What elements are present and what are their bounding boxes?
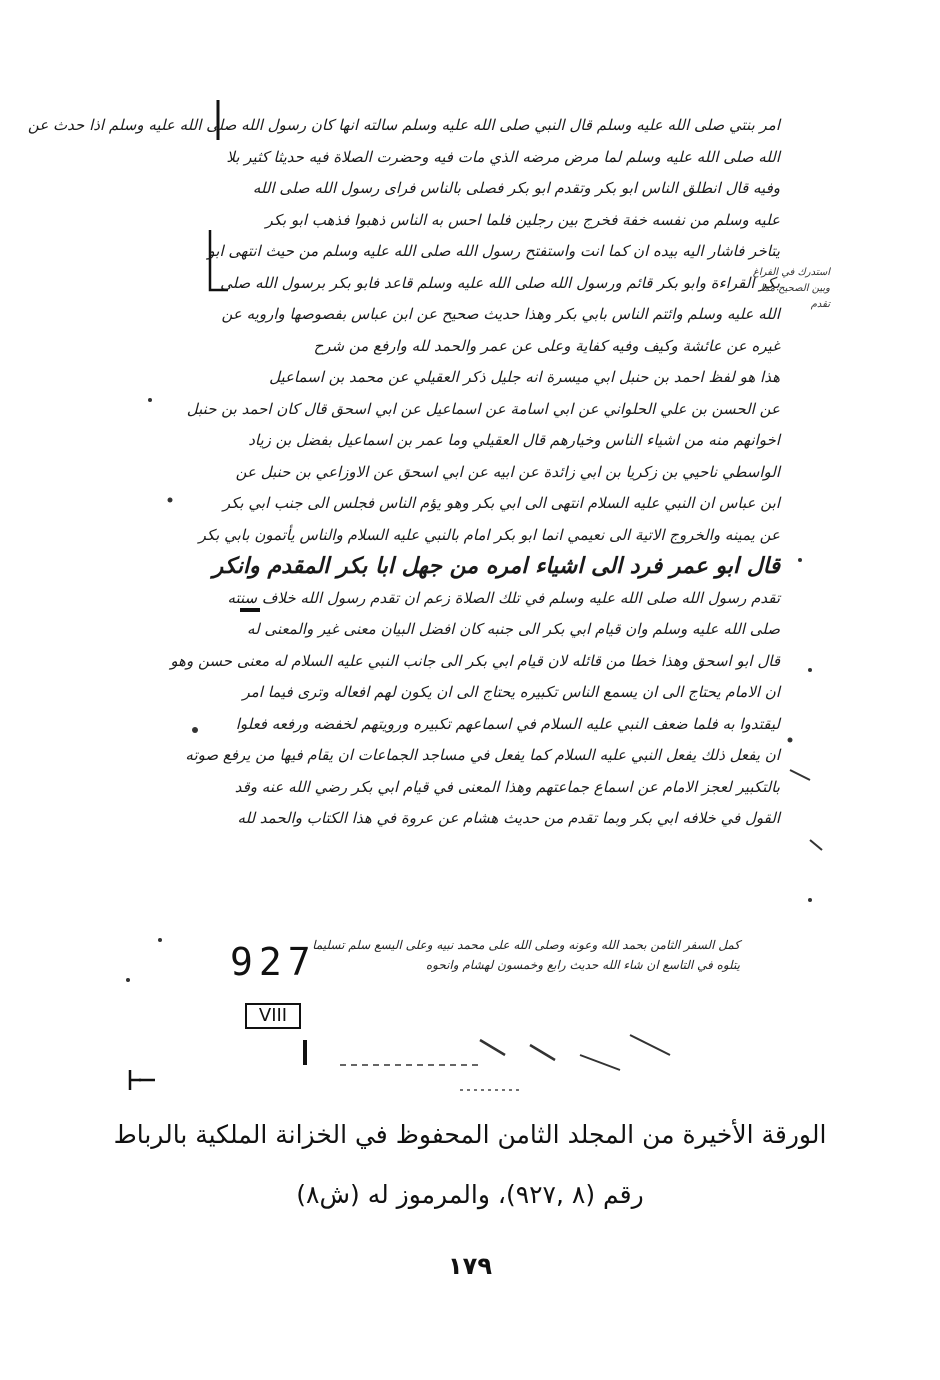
manuscript-line: غيره عن عائشة وكيف وفيه كفاية وعلى عن عمر والحمد لله وارفع من شرح bbox=[313, 336, 780, 355]
manuscript-line: اخوانهم منه من اشياء الناس وخيارهم قال العقيلي وما عمر بن اسماعيل بفضل بن زياد bbox=[248, 431, 780, 449]
manuscript-line: هذا هو لفظ احمد بن حنبل ابي ميسرة انه جليل ذكر العقيلي عن محمد بن اسماعيل bbox=[269, 368, 780, 386]
manuscript-line: امر بنتي صلى الله عليه وسلم قال النبي صلى الله عليه وسلم سالته انها كان رسول الله صلى الله عليه وسلم اذا حدث عن bbox=[27, 116, 780, 134]
manuscript-line: الله عليه وسلم وائتم الناس بابي بكر وهذا حديث صحيح عن ابن عباس بفصوصها وارويه عن bbox=[221, 305, 780, 323]
manuscript-line: عليه وسلم من نفسه خفة فخرج بين رجلين فلما احس به الناس ذهبوا فذهب ابو بكر bbox=[265, 210, 780, 229]
manuscript-line: ان الامام يحتاج الى ان يسمع الناس تكبيره يحتاج الى ان يكون لهم افعاله وترى فيما امر bbox=[242, 683, 780, 701]
shelfmark-number: 927 bbox=[230, 940, 317, 984]
caption-line-1: الورقة الأخيرة من المجلد الثامن المحفوظ في الخزانة الملكية بالرباط bbox=[113, 1120, 827, 1149]
colophon-line: يتلوه في التاسع ان شاء الله حديث رابع وخمسون لهشام وانحوه bbox=[425, 958, 740, 972]
manuscript-line: الله صلى الله عليه وسلم لما مرض مرضه الذي مات فيه وحضرت الصلاة فيه حديثا كثير بلا bbox=[226, 147, 780, 166]
colophon-line: كمل السفر الثامن بحمد الله وعونه وصلى الله على محمد نبيه وعلى اليسع سلم تسليما bbox=[312, 938, 740, 952]
manuscript-line: تقدم رسول الله صلى الله عليه وسلم في تلك الصلاة زعم ان تقدم رسول الله خلاف سنته bbox=[227, 588, 780, 607]
colophon bbox=[260, 935, 740, 975]
margin-note: استدرك في الفراغ وبين الصحيح مما تقدم bbox=[752, 267, 830, 310]
manuscript-line: عن الحسن بن علي الحلواني عن ابي اسامة عن اسماعيل عن ابي اسحق قال كان احمد بن حنبل bbox=[186, 399, 780, 418]
manuscript-line: القول في خلافه ابي بكر وبما تقدم من حديث هشام عن عروة في هذا الكتاب والحمد لله bbox=[237, 809, 780, 827]
manuscript-line: ابن عباس ان النبي عليه السلام انتهى الى ابي بكر وهو يؤم الناس فجلس الى جنب ابي بكر bbox=[222, 494, 780, 512]
manuscript-text bbox=[27, 110, 780, 835]
manuscript-line: عن يمينه والخروج الاتية الى نعيمي انما ابو بكر امام بالنبي عليه السلام والناس يأتمون بابي بكر bbox=[198, 525, 780, 544]
manuscript-heading-line: قال ابو عمر فرد الى اشياء امره من جهل ابا بكر المقدم وانكر bbox=[212, 554, 780, 579]
shelfmark-box: VIII bbox=[245, 1003, 301, 1029]
manuscript-line: يتاخر فاشار اليه بيده ان كما انت واستفتح رسول الله صلى الله عليه وسلم من حيث انتهى ابو bbox=[207, 242, 780, 260]
manuscript-line: ليقتدوا به فلما ضعف النبي عليه السلام في اسماعهم تكبيره ورويتهم لخفضه ورفعه فعلوا bbox=[235, 714, 780, 733]
page-number: ١٧٩ bbox=[448, 1252, 492, 1280]
manuscript-line: وفيه قال انطلق الناس ابو بكر وتقدم ابو بكر فصلى بالناس فراى رسول الله صلى الله bbox=[252, 179, 780, 197]
manuscript-line: الواسطي ناحيي بن زكريا بن ابي زائدة عن ابيه عن ابي اسحق عن الاوزاعي بن حنبل عن bbox=[235, 462, 780, 481]
manuscript-line: ان يفعل ذلك يفعل النبي عليه السلام كما يفعل في مساجد الجماعات ان يقام فيها من يرفع صوته bbox=[185, 746, 780, 764]
manuscript-line: قال ابو اسحق وهذا خطا من قائله لان قيام ابي بكر الى جانب النبي عليه السلام له معنى حسن وهو bbox=[170, 651, 780, 670]
manuscript-facsimile bbox=[27, 80, 850, 1100]
manuscript-line: بالتكبير لعجز الامام عن اسماع جماعتهم وهذا المعنى في قيام ابي بكر رضي الله عنه وقد bbox=[234, 777, 780, 796]
manuscript-line: صلى الله عليه وسلم وان قيام ابي بكر الى جنبه كان افضل البيان معنى غير والمعنى له bbox=[247, 620, 780, 638]
caption-line-2: رقم (٨ ,٩٢٧)، والمرموز له (ش٨) bbox=[296, 1180, 644, 1209]
manuscript-line: بكر القراءة وابو بكر قائم ورسول الله صلى الله عليه وسلم قاعد فابو بكر برسول الله صلى bbox=[220, 273, 780, 292]
